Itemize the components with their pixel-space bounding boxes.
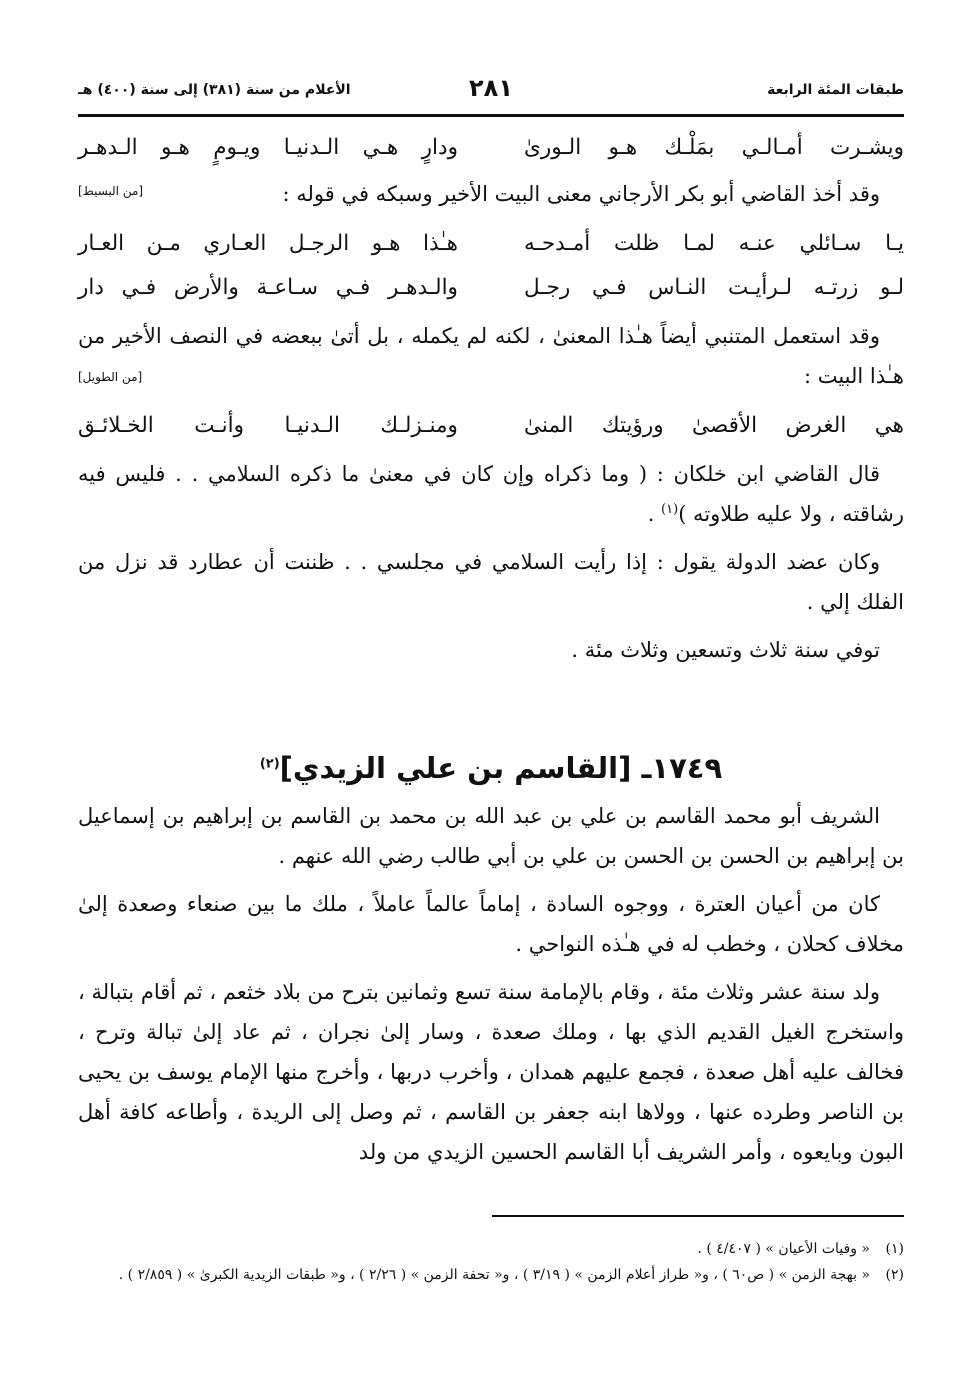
verse-first-hemistich: يـا سـائلي عنـه لمـا ظلت أمـدحـه <box>524 231 904 256</box>
footnotes <box>78 1236 904 1288</box>
verse-first-hemistich: هي الغرض الأقصىٰ ورؤيتك المنىٰ <box>524 413 904 438</box>
poem-intro-text: وقد أخذ القاضي أبو بكر الأرجاني معنى البيت الأخير وسبكه في قوله : <box>282 182 880 206</box>
page-number: ٢٨١ <box>469 74 513 102</box>
footnote-text: « بهجة الزمن » ( ص٦٠ ) ، و« طراز أعلام الزمن » ( ٣/١٩ ) ، و« تحفة الزمن » ( ٢/٢٦ ) ، و« طبقات الزيدية الكبرىٰ » ( ٢/٨٥٩ ) . <box>118 1267 870 1283</box>
entry-title <box>78 740 904 796</box>
paragraph-adud: وكان عضد الدولة يقول : إذا رأيت السلامي في مجلسي . . ظننت أن عطارد قد نزل من الفلك إلي . <box>78 550 904 614</box>
footnote-number: (١) <box>885 1241 904 1257</box>
paragraph-death: توفي سنة ثلاث وتسعين وثلاث مئة . <box>571 638 880 662</box>
footnote <box>78 1236 904 1262</box>
verse-line <box>78 404 904 448</box>
verse-second-hemistich: والـدهـر فـي سـاعـة والأرض فـي دار <box>78 275 458 300</box>
verse-second-hemistich: ودارٍ هـي الـدنيـا ويـومٍ هـو الـدهـر <box>78 135 458 160</box>
entry-title-text: ١٧٤٩ـ [القاسم بن علي الزيدي] <box>279 751 723 785</box>
verse-first-hemistich: ويشـرت أمـالـي بمَلْـك هـو الـورىٰ <box>524 135 904 160</box>
entry-section <box>78 740 904 1180</box>
entry-paragraph: كان من أعيان العترة ، ووجوه السادة ، إماماً عالماً عاملاً ، ملك ما بين صنعاء وصعدة إلىٰ مخلاف كحلان ، وخطب له في هـٰذه النواحي . <box>78 892 904 956</box>
entry-paragraph: الشريف أبو محمد القاسم بن علي بن عبد الله بن محمد بن القاسم بن إبراهيم بن إسماعيل بن إبراهيم بن الحسن بن الحسن بن علي بن أبي طالب رضي الله عنهم . <box>78 804 904 868</box>
running-header <box>78 74 904 108</box>
upper-section <box>78 126 904 678</box>
footnote-ref[interactable]: (١) <box>661 502 679 517</box>
verse-line <box>78 266 904 310</box>
verse-second-hemistich: هـٰذا هـو الرجـل العـاري مـن العـار <box>78 231 458 256</box>
poem-intro <box>78 174 904 214</box>
footnote-rule <box>492 1215 904 1217</box>
footnote <box>78 1262 904 1288</box>
footnote-ref[interactable]: (٢) <box>259 756 280 772</box>
footnote-number: (٢) <box>885 1267 904 1283</box>
entry-paragraph: ولد سنة عشر وثلاث مئة ، وقام بالإمامة سنة تسع وثمانين بترح من بلاد خثعم ، ثم أقام بتبالة ، واستخرج الغيل القديم الذي بها ، وملك صعدة ، وسار إلىٰ نجران ، ثم عاد إلىٰ تبالة وترح ، فخالف عليه أهل صعدة ، فجمع عليهم همدان ، وأخرب دربها ، وأخرج منها الإمام يوسف بن يحيى بن الناصر وطرده عنها ، وولاها ابنه جعفر بن القاسم ، ثم وصل إلى الريدة ، وأطاعه كافة أهل البون وبايعوه ، وأمر الشريف أبا القاسم الحسين الزيدي من ولد <box>78 980 904 1164</box>
header-rule <box>78 114 904 117</box>
meter-label: [من البسيط] <box>78 184 144 198</box>
paragraph-tail: . <box>647 502 662 526</box>
header-book-title: طبقات المئة الرابعة <box>767 82 904 98</box>
verse-first-hemistich: لـو زرتـه لـرأيـت النـاس فـي رجـل <box>524 275 904 300</box>
verse-line <box>78 222 904 266</box>
header-range-title: الأعلام من سنة (٣٨١) إلى سنة (٤٠٠) هـ <box>78 82 351 98</box>
verse-second-hemistich: ومنـزلـك الـدنيـا وأنـت الخـلائـق <box>78 413 458 438</box>
paragraph-text: وقد استعمل المتنبي أيضاً هـٰذا المعنىٰ ، لكنه لم يكمله ، بل أتىٰ ببعضه في النصف الأخير من هـٰذا البيت : <box>78 324 904 388</box>
verse-line <box>78 126 904 170</box>
footnote-text: « وفيات الأعيان » ( ٤/٤٠٧ ) . <box>697 1241 870 1257</box>
paragraph-mutanabbi <box>78 316 904 396</box>
paragraph-khallikan <box>78 454 904 534</box>
paragraph-text: قال القاضي ابن خلكان : ( وما ذكراه وإن كان في معنىٰ ما ذكره السلامي . . فليس فيه رشاقته ، ولا عليه طلاوته ) <box>78 462 904 526</box>
meter-label: [من الطويل] <box>78 370 143 384</box>
